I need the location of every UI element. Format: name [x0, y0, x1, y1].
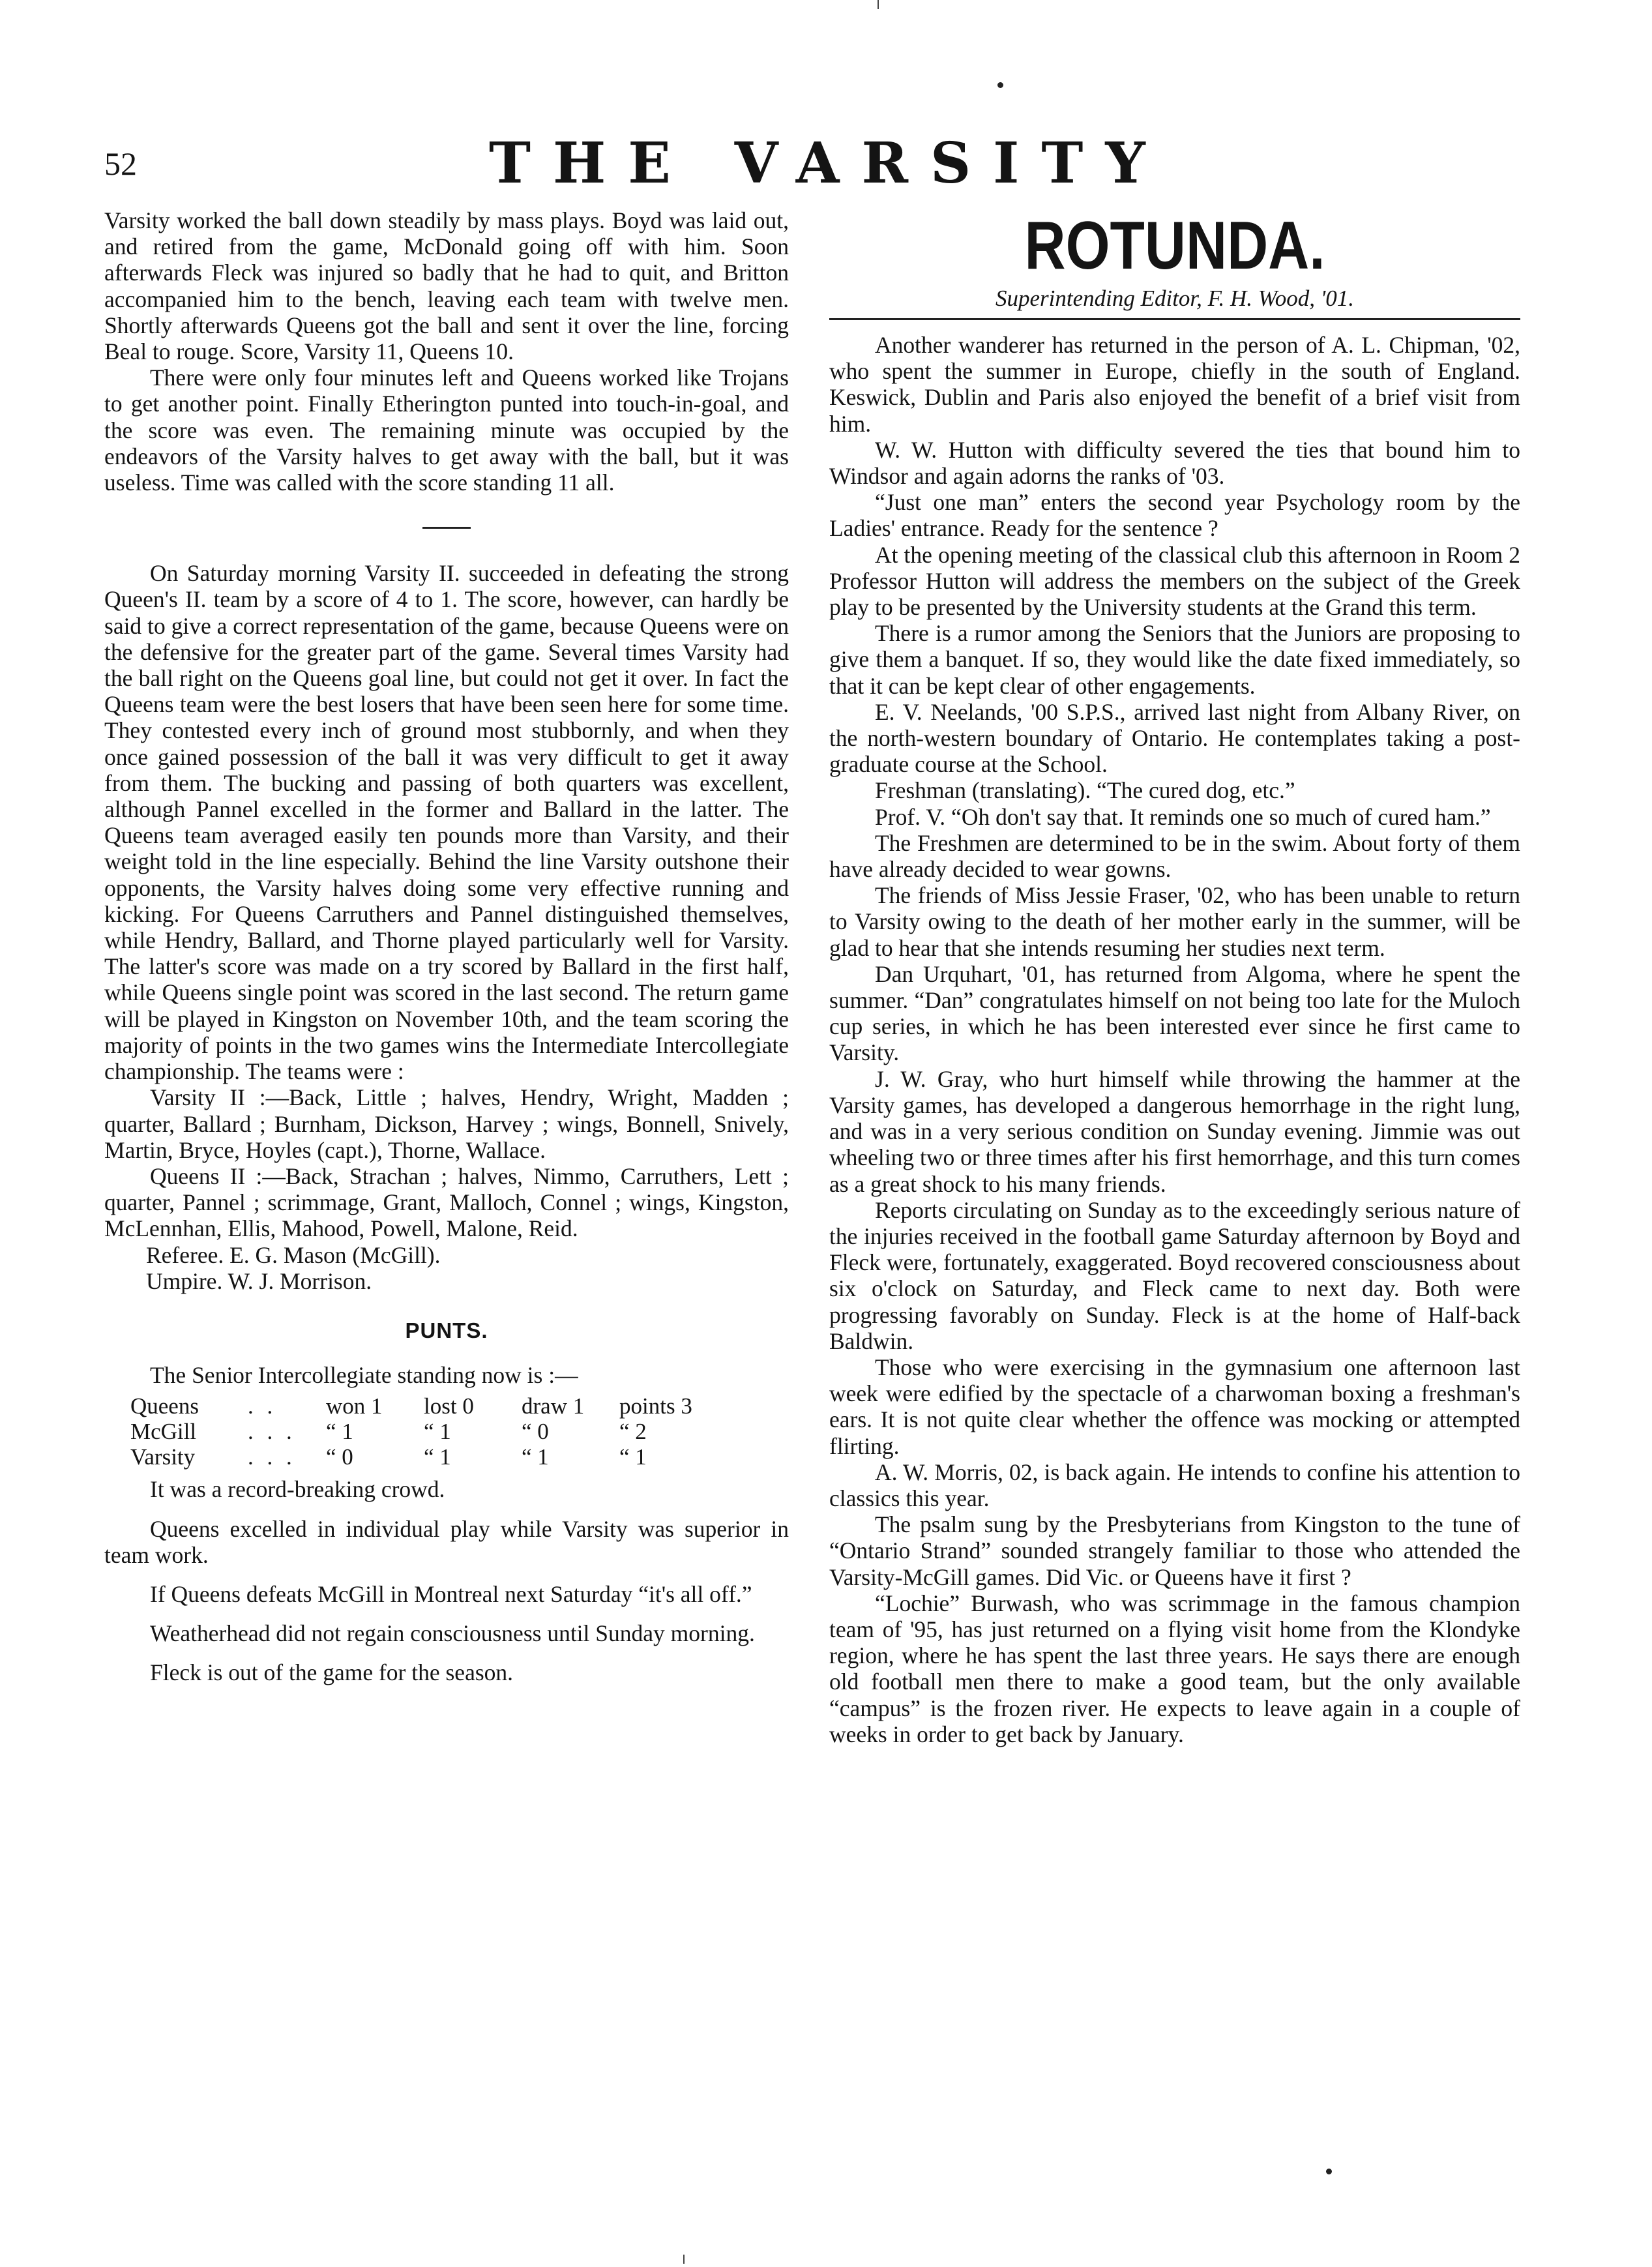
- lost-cell: “ 1: [424, 1419, 451, 1445]
- rotunda-item: A. W. Morris, 02, is back again. He intends to confine his attention to classics this year.: [829, 1459, 1520, 1511]
- won-cell: “ 0: [326, 1444, 353, 1470]
- team-name: Queens: [130, 1393, 199, 1419]
- draw-cell: “ 1: [522, 1444, 549, 1470]
- official-line: Referee. E. G. Mason (McGill).: [146, 1241, 441, 1268]
- rotunda-item: Prof. V. “Oh don't say that. It reminds one so much of cured ham.”: [875, 803, 1491, 830]
- section-divider: [422, 527, 471, 529]
- standings-table: [130, 1393, 789, 1470]
- ink-speck: [997, 82, 1003, 88]
- punts-heading: PUNTS.: [405, 1318, 488, 1342]
- rotunda-item: There is a rumor among the Seniors that the Juniors are proposing to give them a banquet. If so, they would like the date fixed immediately, so that it can be kept clear of other engagements.: [829, 620, 1520, 699]
- ink-speck: [1326, 2169, 1332, 2174]
- rotunda-item: The Freshmen are determined to be in the swim. About forty of them have already decided to wear gowns.: [829, 829, 1520, 883]
- points-cell: “ 2: [619, 1419, 647, 1445]
- standings-intro: The Senior Intercollegiate standing now is :—: [150, 1362, 578, 1389]
- rotunda-item: Dan Urquhart, '01, has returned from Algoma, where he spent the summer. “Dan” congratulates himself on not being too late for the Muloch cup series, in which he has been interested ever since he first came to Varsity.: [829, 960, 1520, 1066]
- paragraph: There were only four minutes left and Queens worked like Trojans to get another point. Finally Etherington punted into touch-in-goal, and the score was even. The remaining minute was occupied by the endeavors of the Varsity halves to get away with the ball, but it was useless. Time was called with the score standing 11 all.: [104, 364, 789, 496]
- page-number: 52: [104, 145, 137, 182]
- ink-mark: [878, 0, 879, 9]
- ink-mark: [683, 2255, 685, 2264]
- rotunda-item: “Lochie” Burwash, who was scrimmage in the famous champion team of '95, has just returned on a flying visit home from the Klondyke region, where he has spent the last three years. He says there are enough old football men there to make a good team, but the only available “campus” is the frozen river. He expects to leave again in a couple of weeks in order to get back by January.: [829, 1590, 1520, 1747]
- standings-row: [130, 1393, 789, 1419]
- rotunda-item: J. W. Gray, who hurt himself while throwing the hammer at the Varsity games, has developed a dangerous hemorrhage in the right lung, and was in a very serious condition on Sunday evening. Jimmie was out wheeling two or three times after his first hemorrhage, and this turn comes as a great shock to his many friends.: [829, 1065, 1520, 1197]
- won-cell: “ 1: [326, 1419, 353, 1445]
- leader-dots: . .: [248, 1393, 277, 1419]
- rotunda-item: The psalm sung by the Presbyterians from Kingston to the tune of “Ontario Strand” sounded strangely familiar to those who attended the Varsity-McGill games. Did Vic. or Queens have it first ?: [829, 1511, 1520, 1590]
- leader-dots: . . .: [248, 1444, 296, 1470]
- rotunda-item: Freshman (translating). “The cured dog, etc.”: [875, 777, 1295, 804]
- official-line: Umpire. W. J. Morrison.: [146, 1267, 372, 1294]
- page-header: [104, 130, 1539, 202]
- standings-row: [130, 1419, 789, 1444]
- rotunda-item: E. V. Neelands, '00 S.P.S., arrived last night from Albany River, on the north-western boundary of Ontario. He contemplates taking a post-graduate course at the School.: [829, 698, 1520, 778]
- rotunda-item: At the opening meeting of the classical club this afternoon in Room 2 Professor Hutton will address the members on the subject of the Greek play to be presented by the University students at the Grand this term.: [829, 541, 1520, 621]
- rotunda-item: Another wanderer has returned in the person of A. L. Chipman, '02, who spent the summer in Europe, chiefly in the south of England. Keswick, Dublin and Paris also enjoyed the benefit of a brief visit from him.: [829, 332, 1520, 437]
- title-rule: [829, 318, 1520, 320]
- section-title: ROTUNDA.: [1024, 208, 1325, 284]
- won-cell: won 1: [326, 1393, 383, 1419]
- team-lineup: Queens II :—Back, Strachan ; halves, Nimmo, Carruthers, Lett ; quarter, Pannel ; scrimmage, Grant, Malloch, Connel ; wings, Kingston, McLennhan, Ellis, Mahood, Powell, Malone, Reid.: [104, 1163, 789, 1242]
- points-cell: “ 1: [619, 1444, 647, 1470]
- team-lineup: Varsity II :—Back, Little ; halves, Hendry, Wright, Madden ; quarter, Ballard ; Burnham, Dickson, Harvey ; wings, Bonnell, Snively, Martin, Bryce, Hoyles (capt.), Thorne, Wallace.: [104, 1084, 789, 1163]
- punt-item: It was a record-breaking crowd.: [150, 1476, 445, 1503]
- punt-item: Weatherhead did not regain consciousness until Sunday morning.: [150, 1620, 755, 1647]
- leader-dots: . . .: [248, 1419, 296, 1445]
- rotunda-item: “Just one man” enters the second year Psychology room by the Ladies' entrance. Ready for the sentence ?: [829, 489, 1520, 542]
- team-name: McGill: [130, 1419, 197, 1445]
- lost-cell: “ 1: [424, 1444, 451, 1470]
- rotunda-item: Reports circulating on Sunday as to the exceedingly serious nature of the injuries received in the football game Saturday afternoon by Boyd and Fleck were, fortunately, exaggerated. Boyd recovered consciousness about six o'clock on Saturday, and Fleck came to next day. Both were progressing favorably on Sunday. Fleck is at the home of Half-back Baldwin.: [829, 1196, 1520, 1354]
- rotunda-item: The friends of Miss Jessie Fraser, '02, who has been unable to return to Varsity owing to the death of her mother early in the summer, will be glad to hear that she intends resuming her studies next term.: [829, 882, 1520, 961]
- draw-cell: draw 1: [522, 1393, 585, 1419]
- editor-byline: Superintending Editor, F. H. Wood, '01.: [995, 286, 1354, 311]
- left-column: [104, 207, 789, 1686]
- paragraph: Varsity worked the ball down steadily by mass plays. Boyd was laid out, and retired from the game, McDonald going off with him. Soon afterwards Fleck was injured so badly that he had to quit, and Britton accompanied him to the bench, leaving each team with twelve men. Shortly afterwards Queens got the ball and sent it over the line, forcing Beal to rouge. Score, Varsity 11, Queens 10.: [104, 207, 789, 365]
- punt-item: Fleck is out of the game for the season.: [150, 1659, 514, 1686]
- right-column: [829, 207, 1520, 1747]
- rotunda-item: Those who were exercising in the gymnasium one afternoon last week were edified by the spectacle of a charwoman boxing a freshman's ears. It is not quite clear whether the offence was mocking or attempted flirting.: [829, 1354, 1520, 1459]
- punt-item: If Queens defeats McGill in Montreal next Saturday “it's all off.”: [150, 1580, 752, 1607]
- punt-item: Queens excelled in individual play while Varsity was superior in team work.: [104, 1515, 789, 1568]
- masthead: THE VARSITY: [489, 130, 1168, 196]
- lost-cell: lost 0: [424, 1393, 474, 1419]
- paragraph: On Saturday morning Varsity II. succeeded in defeating the strong Queen's II. team by a score of 4 to 1. The score, however, can hardly be said to give a correct representation of the game, because Queens were on the defensive for the greater part of the game. Several times Varsity had the ball right on the Queens goal line, but could not get it over. In fact the Queens team were the best losers that have been seen here for some time. They contested every inch of ground most stubbornly, and when they once gained possession of the ball it was very difficult to get it away from them. The bucking and passing of both quarters was excellent, although Pannel excelled in the former and Ballard in the latter. The Queens team averaged easily ten pounds more than Varsity, and their weight told in the line especially. Behind the line Varsity outshone their opponents, the Varsity halves doing some very effective running and kicking. For Queens Carruthers and Pannel distinguished themselves, while Hendry, Ballard, and Thorne played particularly well for Varsity. The latter's score was made on a try scored by Ballard in the first half, while Queens single point was scored in the last second. The return game will be played in Kingston on November 10th, and the team scoring the majority of points in the two games wins the Intermediate Intercollegiate championship. The teams were :: [104, 560, 789, 1085]
- points-cell: points 3: [619, 1393, 692, 1419]
- draw-cell: “ 0: [522, 1419, 549, 1445]
- rotunda-item: W. W. Hutton with difficulty severed the ties that bound him to Windsor and again adorns the ranks of '03.: [829, 436, 1520, 490]
- team-name: Varsity: [130, 1444, 196, 1470]
- standings-row: [130, 1444, 789, 1470]
